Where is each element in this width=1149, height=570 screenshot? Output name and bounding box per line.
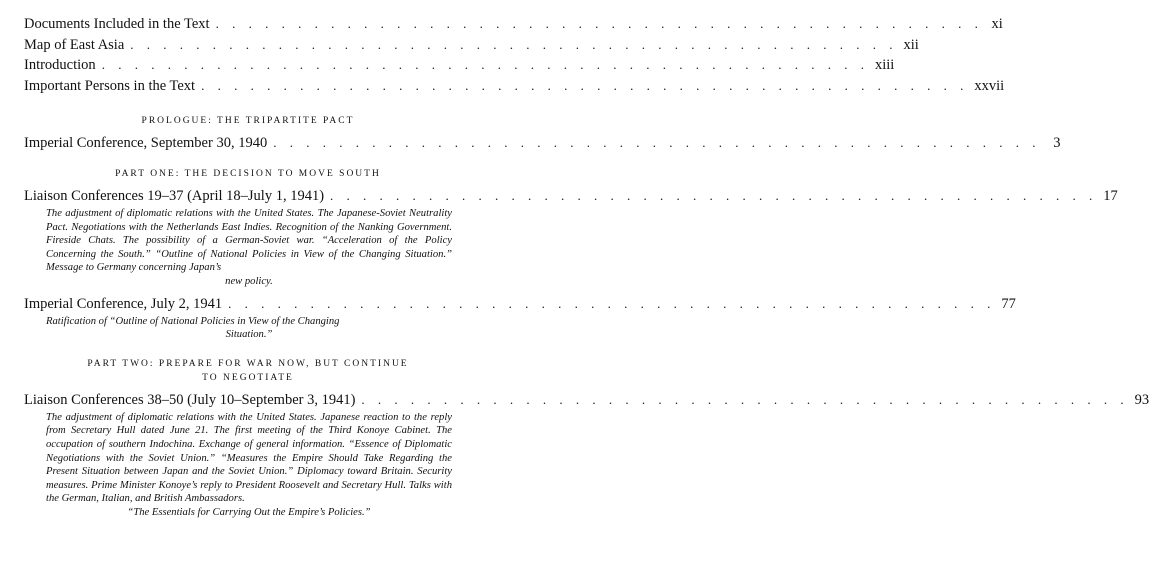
part-two-heading xyxy=(48,357,448,385)
entry-description xyxy=(46,207,452,289)
toc-page-number: xxvii xyxy=(974,77,1005,94)
entry-description-tail: Situation.” xyxy=(225,329,273,341)
entry-description-text: The adjustment of diplomatic relations with the United States. The Japanese-Soviet Neutrality Pact. Negotiations with the Netherlands East Indies. Recognition of the Nanking Government. Fireside Chats. The possibility of a German-Soviet war. “Acceleration of the Policy Concerning the South.” “Outline of National Policies in View of the Changing Situation.” Message to Germany concerning Japan’s xyxy=(46,208,452,274)
part-two-heading-line-2: TO NEGOTIATE xyxy=(202,372,294,383)
dot-leader: . . . . . . . . . . . . . . . . . . . . . . . . . . . . . . . . . . . . . . . . . . . . . . . xyxy=(361,391,1129,407)
toc-entry-title: Map of East Asia xyxy=(24,36,125,53)
toc-entry-title: Imperial Conference, July 2, 1941 xyxy=(24,295,223,312)
toc-page-number: 77 xyxy=(1001,295,1016,312)
toc-entry-liaison-conferences-38-50[interactable] xyxy=(24,389,1149,411)
toc-entry-liaison-conferences-19-37[interactable] xyxy=(24,185,1118,207)
entry-description-text: The adjustment of diplomatic relations with the United States. Japanese reaction to the reply from Secretary Hull dated June 21. The first meeting of the Third Konoye Cabinet. The occupation of southern Indochina. Exchange of general information. “Essence of Diplomatic Negotiations with the Soviet Union.” “Measures the Empire Should Take Regarding the Present Situation between Japan and the Soviet Union.” Diplomacy toward Britain. Security measures. Prime Minister Konoye’s reply to President Roosevelt and Secretary Hull. Talks with the German, Italian, and British Ambassadors. xyxy=(46,411,452,505)
dot-leader: . . . . . . . . . . . . . . . . . . . . . . . . . . . . . . . . . . . . . . . . . . . . . . . xyxy=(228,295,996,311)
toc-page-number: xi xyxy=(991,16,1003,32)
dot-leader: . . . . . . . . . . . . . . . . . . . . . . . . . . . . . . . . . . . . . . . . . . . . . . . xyxy=(101,57,869,72)
toc-page-number: xii xyxy=(903,36,919,53)
dot-leader: . . . . . . . . . . . . . . . . . . . . . . . . . . . . . . . . . . . . . . . . . . . . . . . xyxy=(215,16,983,31)
entry-description-text: Ratification of “Outline of National Policies in View of the Changing xyxy=(46,315,340,327)
dot-leader: . . . . . . . . . . . . . . . . . . . . . . . . . . . . . . . . . . . . . . . . . . . . . . . xyxy=(330,188,1098,203)
toc-entry-title: Important Persons in the Text xyxy=(24,77,196,94)
toc-entry-title: Liaison Conferences 19–37 (April 18–July 1, 1941) xyxy=(24,188,325,204)
toc-entry-introduction[interactable] xyxy=(24,55,895,76)
part-two-heading-line-1: PART TWO: PREPARE FOR WAR NOW, BUT CONTINUE xyxy=(87,358,409,369)
table-of-contents xyxy=(24,14,1149,524)
entry-description xyxy=(46,315,452,342)
toc-entry-title: Introduction xyxy=(24,57,96,73)
toc-entry-important-persons[interactable] xyxy=(24,76,1005,97)
toc-entry-imperial-conference-july-1941[interactable] xyxy=(24,293,1016,315)
toc-entry-documents[interactable] xyxy=(24,14,1003,35)
entry-description-tail: “The Essentials for Carrying Out the Empire’s Policies.” xyxy=(127,506,371,518)
toc-entry-title: Imperial Conference, September 30, 1940 xyxy=(24,135,268,151)
toc-page-number: 3 xyxy=(1053,135,1061,151)
dot-leader: . . . . . . . . . . . . . . . . . . . . . . . . . . . . . . . . . . . . . . . . . . . . . . . xyxy=(273,135,1041,150)
toc-entry-map[interactable] xyxy=(24,35,919,56)
dot-leader: . . . . . . . . . . . . . . . . . . . . . . . . . . . . . . . . . . . . . . . . . . . . . . . xyxy=(201,77,969,93)
part-one-heading: PART ONE: THE DECISION TO MOVE SOUTH xyxy=(115,169,381,179)
dot-leader: . . . . . . . . . . . . . . . . . . . . . . . . . . . . . . . . . . . . . . . . . . . . . . . xyxy=(130,36,898,52)
toc-entry-title: Liaison Conferences 38–50 (July 10–September 3, 1941) xyxy=(24,391,356,408)
toc-page-number: 17 xyxy=(1103,188,1118,204)
toc-page-number: xiii xyxy=(874,57,895,73)
front-matter-list xyxy=(24,14,1005,96)
prologue-heading: PROLOGUE: THE TRIPARTITE PACT xyxy=(141,116,355,126)
toc-page-number: 93 xyxy=(1134,391,1149,408)
entry-description xyxy=(46,411,452,520)
toc-entry-title: Documents Included in the Text xyxy=(24,16,210,32)
toc-entry-imperial-conference-sept-1940[interactable] xyxy=(24,132,1061,154)
entry-description-tail: new policy. xyxy=(225,275,273,287)
